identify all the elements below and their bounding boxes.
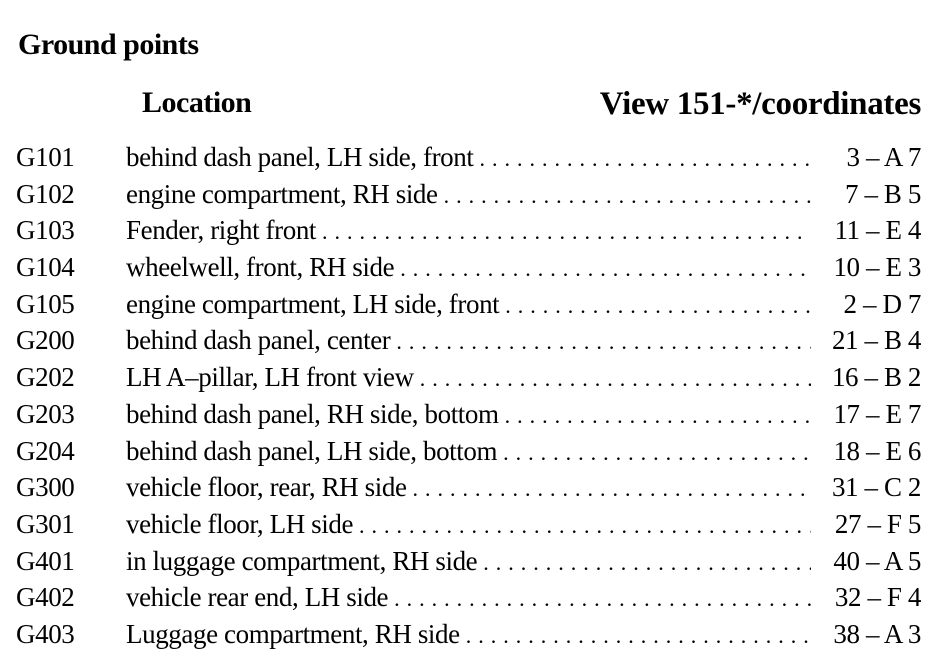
ground-points-list — [16, 142, 921, 656]
list-item — [16, 142, 921, 179]
ground-point-id: G301 — [16, 508, 75, 539]
ground-point-location: engine compartment, RH side — [126, 178, 438, 209]
view-coordinate: 40 – A 5 — [833, 545, 921, 576]
ground-point-location: behind dash panel, LH side, front — [126, 142, 474, 172]
ground-point-id: G403 — [16, 618, 75, 649]
ground-point-location: in luggage compartment, RH side — [126, 545, 478, 576]
list-item — [16, 362, 921, 399]
list-item — [16, 436, 921, 473]
leader-dots — [466, 623, 811, 649]
list-item — [16, 509, 921, 546]
leader-dots — [479, 146, 811, 172]
ground-point-id: G105 — [16, 288, 75, 319]
list-item — [16, 179, 921, 216]
view-coordinate: 2 – D 7 — [843, 288, 921, 319]
ground-point-id: G203 — [16, 398, 75, 429]
leader-dots — [396, 329, 811, 355]
view-coordinate: 11 – E 4 — [834, 215, 921, 246]
ground-point-location: wheelwell, front, RH side — [126, 252, 395, 283]
view-coordinates-column-header: View 151-*/coordinates — [599, 86, 921, 122]
leader-dots — [413, 476, 811, 502]
ground-point-id: G204 — [16, 435, 75, 466]
ground-point-id: G103 — [16, 215, 75, 246]
view-coordinate: 21 – B 4 — [831, 325, 921, 356]
ground-point-location: behind dash panel, center — [126, 325, 391, 356]
ground-point-location: Fender, right front — [126, 215, 317, 246]
ground-point-location: vehicle floor, LH side — [126, 508, 354, 539]
list-item — [16, 546, 921, 583]
leader-dots — [394, 586, 811, 612]
ground-point-location: LH A–pillar, LH front view — [126, 362, 414, 393]
ground-point-id: G102 — [16, 178, 75, 209]
ground-point-id: G402 — [16, 582, 75, 613]
ground-point-id: G104 — [16, 252, 75, 283]
leader-dots — [420, 366, 811, 392]
list-item — [16, 325, 921, 362]
ground-point-location: vehicle rear end, LH side — [126, 582, 389, 613]
ground-point-location: behind dash panel, LH side, bottom — [126, 435, 498, 466]
leader-dots — [505, 293, 811, 319]
page-title: Ground points — [18, 28, 199, 61]
list-item — [16, 289, 921, 326]
view-coordinate: 10 – E 3 — [833, 252, 921, 283]
view-coordinate: 17 – E 7 — [833, 398, 921, 429]
leader-dots — [444, 183, 811, 209]
ground-point-id: G401 — [16, 545, 75, 576]
leader-dots — [400, 256, 811, 282]
leader-dots — [483, 550, 811, 576]
list-item — [16, 215, 921, 252]
ground-point-location: engine compartment, LH side, front — [126, 288, 500, 319]
ground-point-id: G202 — [16, 362, 75, 393]
view-coordinate: 27 – F 5 — [834, 508, 921, 539]
location-column-header: Location — [142, 86, 252, 119]
ground-point-location: vehicle floor, rear, RH side — [126, 472, 407, 503]
view-coordinate: 38 – A 3 — [833, 618, 921, 649]
ground-point-id: G300 — [16, 472, 75, 503]
leader-dots — [505, 403, 811, 429]
leader-dots — [322, 219, 811, 245]
view-coordinate: 16 – B 2 — [831, 362, 921, 393]
view-coordinate: 7 – B 5 — [845, 178, 921, 209]
list-item — [16, 399, 921, 436]
ground-point-location: Luggage compartment, RH side — [126, 618, 460, 649]
view-coordinate: 18 – E 6 — [833, 435, 921, 466]
leader-dots — [359, 513, 811, 539]
view-coordinate: 32 – F 4 — [834, 582, 921, 613]
view-coordinate: 31 – C 2 — [831, 472, 921, 503]
list-item — [16, 582, 921, 619]
ground-point-location: behind dash panel, RH side, bottom — [126, 398, 499, 429]
list-item — [16, 252, 921, 289]
list-item — [16, 472, 921, 509]
list-item — [16, 619, 921, 656]
view-coordinate: 3 – A 7 — [846, 142, 921, 172]
leader-dots — [503, 440, 811, 466]
ground-point-id: G101 — [16, 142, 75, 172]
ground-point-id: G200 — [16, 325, 75, 356]
